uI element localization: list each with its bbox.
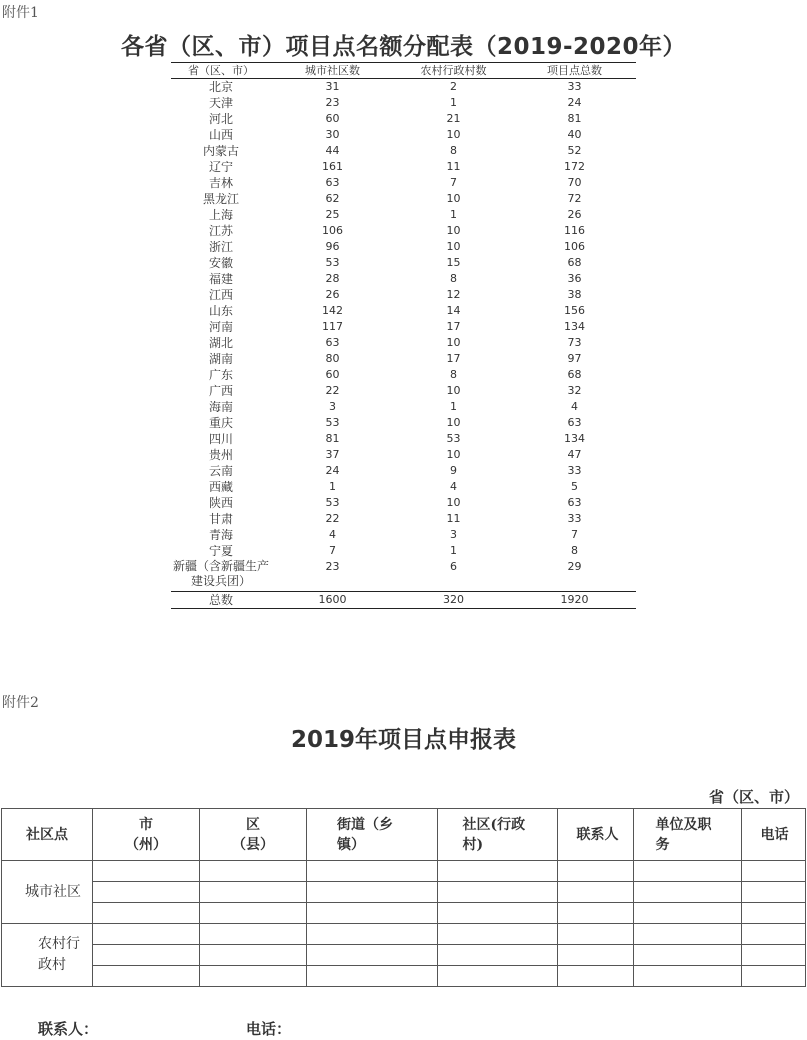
form-input-cell[interactable] [558,903,634,924]
rural-count-cell: 10 [446,416,461,429]
form-input-cell[interactable] [558,882,634,903]
urban-count-cell: 53 [325,256,340,269]
total-count-cell: 63 [567,496,582,509]
urban-count-cell: 26 [325,288,340,301]
rural-count-cell: 10 [446,192,461,205]
urban-count-cell: 1 [329,480,336,493]
province-cell: 西藏 [208,480,233,494]
form-header-county: 区（县） [232,816,274,853]
total-count-cell: 4 [571,400,578,413]
province-cell: 山西 [208,128,233,142]
urban-count-cell: 96 [325,240,340,253]
total-rural: 320 [394,592,513,609]
table-row [171,223,636,239]
form-row [2,903,806,924]
rural-count-cell: 17 [446,320,461,333]
table-row [171,479,636,495]
form-header-contact: 联系人 [576,826,619,843]
total-count-cell: 47 [567,448,582,461]
table-row [171,127,636,143]
form-row [2,861,806,882]
rural-count-cell: 1 [450,208,457,221]
allocation-table-title: 各省（区、市）项目点名额分配表（2019-2020年） [120,34,687,60]
province-cell: 浙江 [208,240,233,254]
form-input-cell[interactable] [438,861,558,882]
total-count-cell: 24 [567,96,582,109]
table-row [171,511,636,527]
form-input-cell[interactable] [634,903,742,924]
form-header-row [2,809,806,861]
urban-count-cell: 63 [325,176,340,189]
total-count-cell: 73 [567,336,582,349]
province-cell: 山东 [208,304,233,318]
form-row [2,882,806,903]
form-input-cell[interactable] [742,966,806,987]
form-input-cell[interactable] [307,945,438,966]
table-row [171,431,636,447]
form-input-cell[interactable] [200,945,307,966]
form-input-cell[interactable] [93,903,200,924]
form-input-cell[interactable] [200,882,307,903]
province-cell: 海南 [208,400,233,414]
urban-count-cell: 31 [325,80,340,93]
allocation-table-header [171,63,636,79]
form-input-cell[interactable] [307,924,438,945]
province-cell: 宁夏 [208,544,233,558]
table-row [171,255,636,271]
table-row [171,447,636,463]
table-row [171,191,636,207]
rural-count-cell: 4 [450,480,457,493]
urban-count-cell: 44 [325,144,340,157]
province-cell: 甘肃 [208,512,233,526]
province-cell: 江西 [208,288,233,302]
form-input-cell[interactable] [634,945,742,966]
rural-count-cell: 10 [446,336,461,349]
table-row [171,351,636,367]
form-input-cell[interactable] [438,966,558,987]
rural-count-cell: 15 [446,256,461,269]
total-count-cell: 36 [567,272,582,285]
total-count-cell: 172 [564,160,585,173]
col-header-province: 省（区、市） [171,63,271,79]
province-cell: 湖北 [208,336,233,350]
table-row [171,367,636,383]
table-row [171,463,636,479]
form-input-cell[interactable] [742,903,806,924]
form-input-cell[interactable] [93,945,200,966]
rural-count-cell: 8 [450,144,457,157]
province-cell: 河南 [208,320,233,334]
form-input-cell[interactable] [307,861,438,882]
urban-count-cell: 23 [325,96,340,109]
urban-count-cell: 24 [325,464,340,477]
form-input-cell[interactable] [558,924,634,945]
table-row [171,559,636,592]
col-header-urban: 城市社区数 [271,63,394,79]
total-count-cell: 32 [567,384,582,397]
attachment1-label: 附件1 [2,5,39,21]
rural-count-cell: 21 [446,112,461,125]
rural-count-cell: 6 [450,560,457,573]
total-row [171,592,636,609]
form-input-cell[interactable] [93,924,200,945]
rural-count-cell: 14 [446,304,461,317]
province-cell: 吉林 [208,176,233,190]
group-urban-community: 城市社区 [2,861,93,924]
total-count-cell: 7 [571,528,578,541]
total-count-cell: 68 [567,368,582,381]
total-count-cell: 63 [567,416,582,429]
rural-count-cell: 1 [450,400,457,413]
form-input-cell[interactable] [307,882,438,903]
total-count-cell: 134 [564,432,585,445]
urban-count-cell: 23 [325,560,340,573]
province-cell: 新疆（含新疆生产建设兵团） [172,559,269,588]
urban-count-cell: 60 [325,112,340,125]
province-cell: 云南 [208,464,233,478]
col-header-rural: 农村行政村数 [394,63,513,79]
total-count-cell: 106 [564,240,585,253]
table-row [171,335,636,351]
form-input-cell[interactable] [634,966,742,987]
form-input-cell[interactable] [742,924,806,945]
urban-count-cell: 142 [322,304,343,317]
application-form-title: 2019年项目点申报表 [290,727,516,753]
province-label: 省（区、市） [708,788,799,806]
province-cell: 安徽 [208,256,233,270]
form-input-cell[interactable] [558,861,634,882]
total-count-cell: 68 [567,256,582,269]
table-row [171,527,636,543]
urban-count-cell: 106 [322,224,343,237]
allocation-table [171,62,636,609]
total-count-cell: 29 [567,560,582,573]
table-row [171,543,636,559]
total-urban: 1600 [271,592,394,609]
urban-count-cell: 80 [325,352,340,365]
total-count-cell: 38 [567,288,582,301]
form-input-cell[interactable] [93,882,200,903]
rural-count-cell: 10 [446,240,461,253]
urban-count-cell: 53 [325,496,340,509]
form-input-cell[interactable] [200,966,307,987]
province-cell: 湖南 [208,352,233,366]
table-row [171,95,636,111]
rural-count-cell: 10 [446,496,461,509]
table-row [171,303,636,319]
form-input-cell[interactable] [742,861,806,882]
rural-count-cell: 1 [450,544,457,557]
form-input-cell[interactable] [307,966,438,987]
table-row [171,271,636,287]
urban-count-cell: 53 [325,416,340,429]
urban-count-cell: 81 [325,432,340,445]
rural-count-cell: 8 [450,368,457,381]
province-cell: 重庆 [208,416,233,430]
province-cell: 青海 [208,528,233,542]
footer-phone-label: 电话： [246,1020,292,1038]
rural-count-cell: 11 [446,160,461,173]
total-total: 1920 [513,592,636,609]
form-input-cell[interactable] [200,903,307,924]
table-row [171,207,636,223]
application-form-table [1,808,806,987]
form-input-cell[interactable] [438,924,558,945]
form-input-cell[interactable] [558,966,634,987]
rural-count-cell: 17 [446,352,461,365]
province-cell: 江苏 [208,224,233,238]
form-header-village: 社区(行政村) [462,816,526,853]
total-count-cell: 52 [567,144,582,157]
footer-contact-label: 联系人： [38,1020,99,1038]
total-count-cell: 72 [567,192,582,205]
table-row [171,143,636,159]
province-cell: 北京 [208,80,233,94]
form-header-phone: 电话 [760,826,789,843]
urban-count-cell: 30 [325,128,340,141]
urban-count-cell: 161 [322,160,343,173]
province-cell: 辽宁 [208,160,233,174]
urban-count-cell: 22 [325,512,340,525]
rural-count-cell: 12 [446,288,461,301]
province-cell: 贵州 [208,448,233,462]
urban-count-cell: 7 [329,544,336,557]
form-input-cell[interactable] [558,945,634,966]
province-cell: 广西 [208,384,233,398]
urban-count-cell: 63 [325,336,340,349]
form-input-cell[interactable] [634,861,742,882]
table-row [171,383,636,399]
total-count-cell: 40 [567,128,582,141]
urban-count-cell: 4 [329,528,336,541]
rural-count-cell: 7 [450,176,457,189]
urban-count-cell: 25 [325,208,340,221]
rural-count-cell: 10 [446,384,461,397]
form-input-cell[interactable] [438,882,558,903]
table-row [171,175,636,191]
form-input-cell[interactable] [438,945,558,966]
urban-count-cell: 117 [322,320,343,333]
form-input-cell[interactable] [742,945,806,966]
rural-count-cell: 2 [450,80,457,93]
rural-count-cell: 10 [446,224,461,237]
form-row [2,966,806,987]
total-label: 总数 [171,592,271,609]
total-count-cell: 97 [567,352,582,365]
total-count-cell: 33 [567,464,582,477]
rural-count-cell: 3 [450,528,457,541]
table-row [171,239,636,255]
rural-count-cell: 1 [450,96,457,109]
form-header-unit: 单位及职务 [655,816,712,853]
rural-count-cell: 10 [446,128,461,141]
total-count-cell: 33 [567,80,582,93]
province-cell: 黑龙江 [202,192,239,206]
urban-count-cell: 37 [325,448,340,461]
province-cell: 福建 [208,272,233,286]
total-count-cell: 134 [564,320,585,333]
province-cell: 四川 [208,432,233,446]
total-count-cell: 5 [571,480,578,493]
attachment2-label: 附件2 [2,695,39,711]
form-input-cell[interactable] [634,924,742,945]
total-count-cell: 70 [567,176,582,189]
urban-count-cell: 28 [325,272,340,285]
urban-count-cell: 3 [329,400,336,413]
rural-count-cell: 11 [446,512,461,525]
form-input-cell[interactable] [93,861,200,882]
table-row [171,287,636,303]
total-count-cell: 26 [567,208,582,221]
table-row [171,415,636,431]
total-count-cell: 33 [567,512,582,525]
province-cell: 上海 [208,208,233,222]
table-row [171,495,636,511]
table-row [171,319,636,335]
total-count-cell: 116 [564,224,585,237]
urban-count-cell: 22 [325,384,340,397]
province-cell: 河北 [208,112,233,126]
table-row [171,111,636,127]
form-row [2,945,806,966]
province-cell: 广东 [208,368,233,382]
group-rural-village: 农村行政村 [2,924,93,987]
form-header-street: 街道（乡镇） [337,816,393,853]
table-row [171,79,636,96]
province-cell: 天津 [208,96,233,110]
total-count-cell: 8 [571,544,578,557]
table-row [171,399,636,415]
urban-count-cell: 62 [325,192,340,205]
table-row [171,159,636,175]
form-row [2,924,806,945]
form-header-city: 市（州） [125,816,167,853]
total-count-cell: 156 [564,304,585,317]
rural-count-cell: 9 [450,464,457,477]
form-input-cell[interactable] [93,966,200,987]
form-input-cell[interactable] [200,861,307,882]
form-input-cell[interactable] [742,882,806,903]
col-header-total: 项目点总数 [513,63,636,79]
form-header-community: 社区点 [26,826,68,843]
rural-count-cell: 10 [446,448,461,461]
urban-count-cell: 60 [325,368,340,381]
province-cell: 内蒙古 [202,144,239,158]
province-cell: 陕西 [208,496,233,510]
form-input-cell[interactable] [634,882,742,903]
form-input-cell[interactable] [438,903,558,924]
rural-count-cell: 8 [450,272,457,285]
form-input-cell[interactable] [307,903,438,924]
rural-count-cell: 53 [446,432,461,445]
total-count-cell: 81 [567,112,582,125]
form-input-cell[interactable] [200,924,307,945]
